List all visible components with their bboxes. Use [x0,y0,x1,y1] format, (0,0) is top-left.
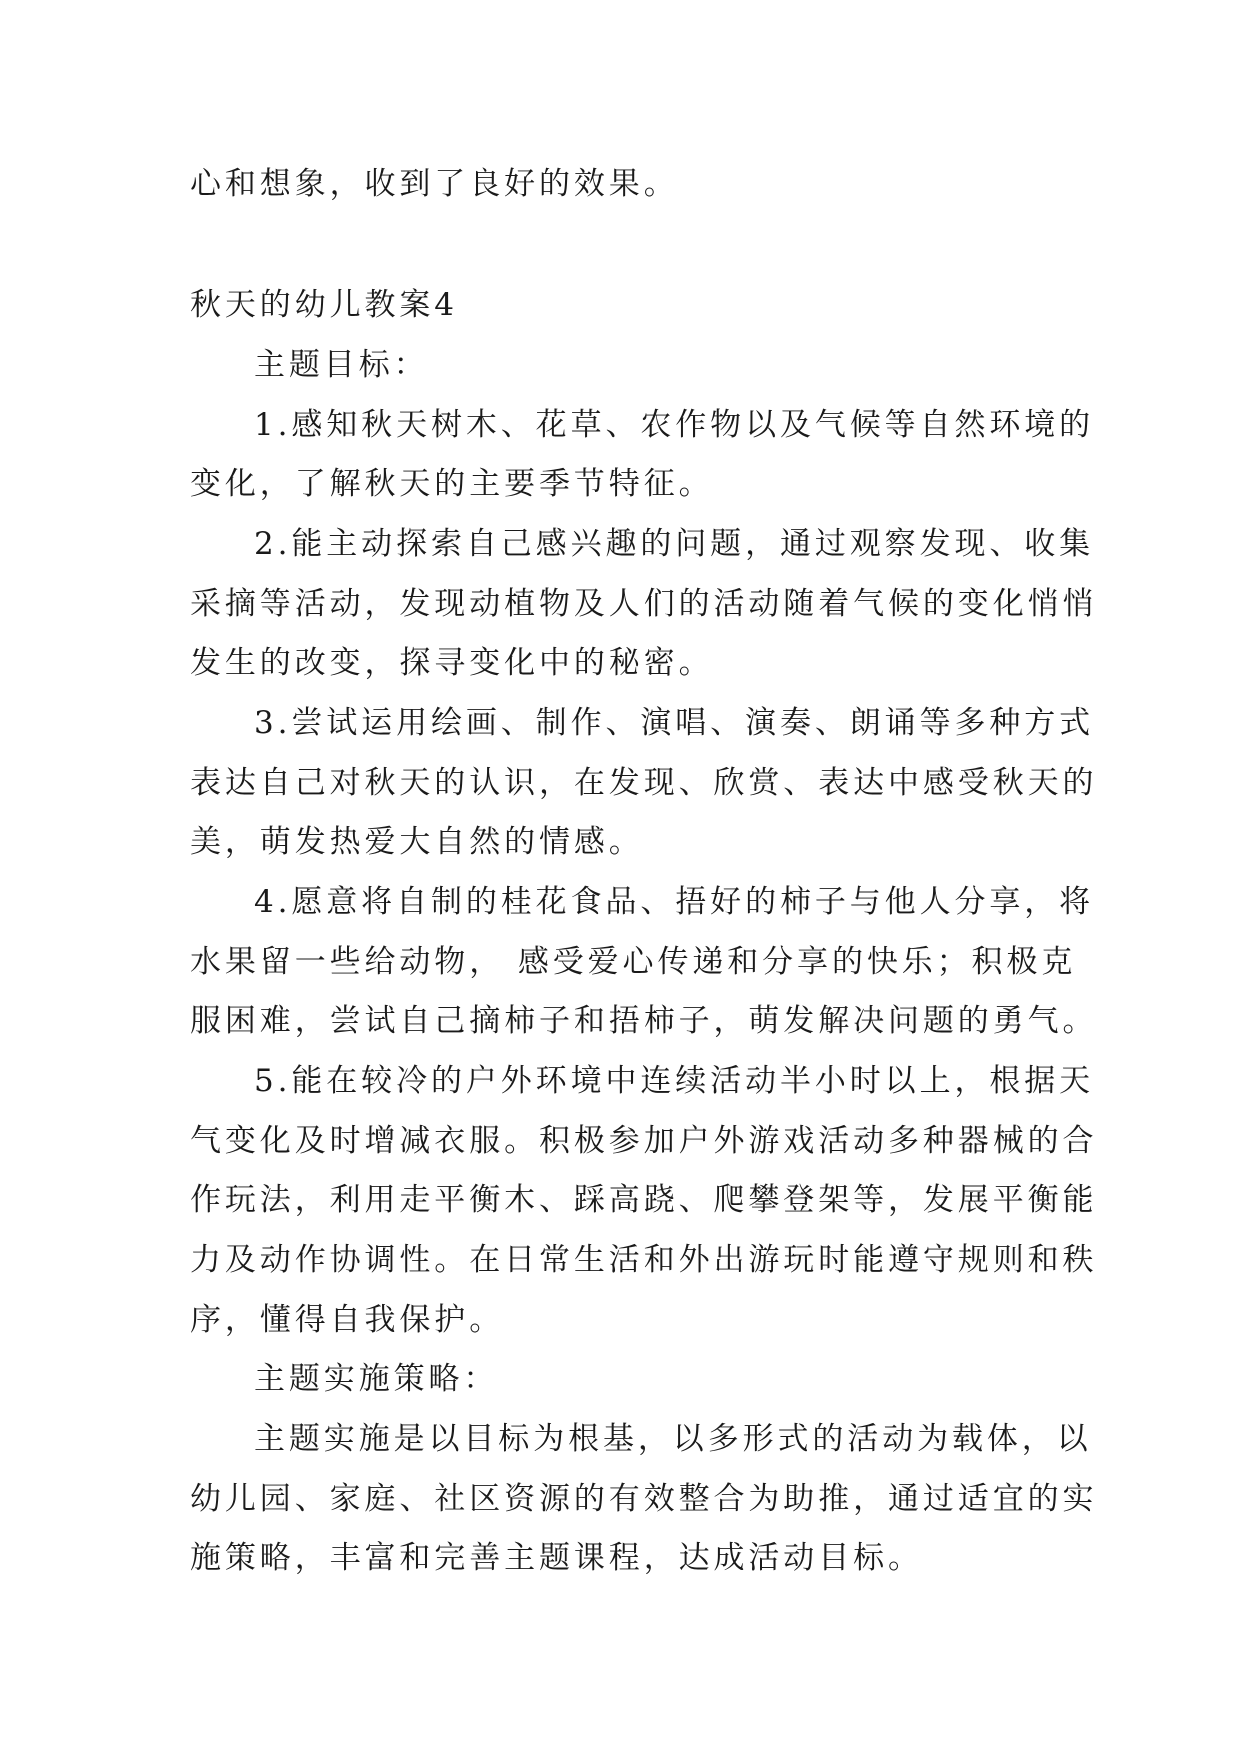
goal-4-line-3: 服困难，尝试自己摘柿子和捂柿子，萌发解决问题的勇气。 [190,1003,1098,1039]
goal-5-line-4: 力及动作协调性。在日常生活和外出游玩时能遵守规则和秩 [190,1242,1098,1278]
goal-1-line-2: 变化，了解秋天的主要季节特征。 [190,466,714,502]
heading-implementation-strategy: 主题实施策略： [254,1361,499,1397]
strategy-line-1: 主题实施是以目标为根基，以多形式的活动为载体，以 [254,1421,1092,1457]
paragraph-line: 心和想象，收到了良好的效果。 [190,166,679,202]
goal-5-line-3: 作玩法，利用走平衡木、踩高跷、爬攀登架等，发展平衡能 [190,1182,1098,1218]
goal-3-line-3: 美，萌发热爱大自然的情感。 [190,824,644,860]
goal-4-line-2: 水果留一些给动物， 感受爱心传递和分享的快乐；积极克 [190,944,1077,980]
goal-4-line-1: 4.愿意将自制的桂花食品、捂好的柿子与他人分享，将 [254,884,1095,920]
goal-5-line-5: 序，懂得自我保护。 [190,1302,505,1338]
goal-5-line-2: 气变化及时增减衣服。积极参加户外游戏活动多种器械的合 [190,1123,1098,1159]
goal-2-line-2: 采摘等活动，发现动植物及人们的活动随着气候的变化悄悄 [190,586,1098,622]
goal-3-line-2: 表达自己对秋天的认识，在发现、欣赏、表达中感受秋天的 [190,765,1098,801]
strategy-line-3: 施策略，丰富和完善主题课程，达成活动目标。 [190,1540,923,1576]
heading-theme-goals: 主题目标： [254,347,429,383]
section-title: 秋天的幼儿教案4 [190,287,458,323]
goal-2-line-3: 发生的改变，探寻变化中的秘密。 [190,645,714,681]
goal-5-line-1: 5.能在较冷的户外环境中连续活动半小时以上，根据天 [254,1063,1095,1099]
goal-1-line-1: 1.感知秋天树木、花草、农作物以及气候等自然环境的 [254,407,1095,443]
strategy-line-2: 幼儿园、家庭、社区资源的有效整合为助推，通过适宜的实 [190,1481,1098,1517]
goal-2-line-1: 2.能主动探索自己感兴趣的问题，通过观察发现、收集 [254,526,1095,562]
goal-3-line-1: 3.尝试运用绘画、制作、演唱、演奏、朗诵等多种方式 [254,705,1095,741]
